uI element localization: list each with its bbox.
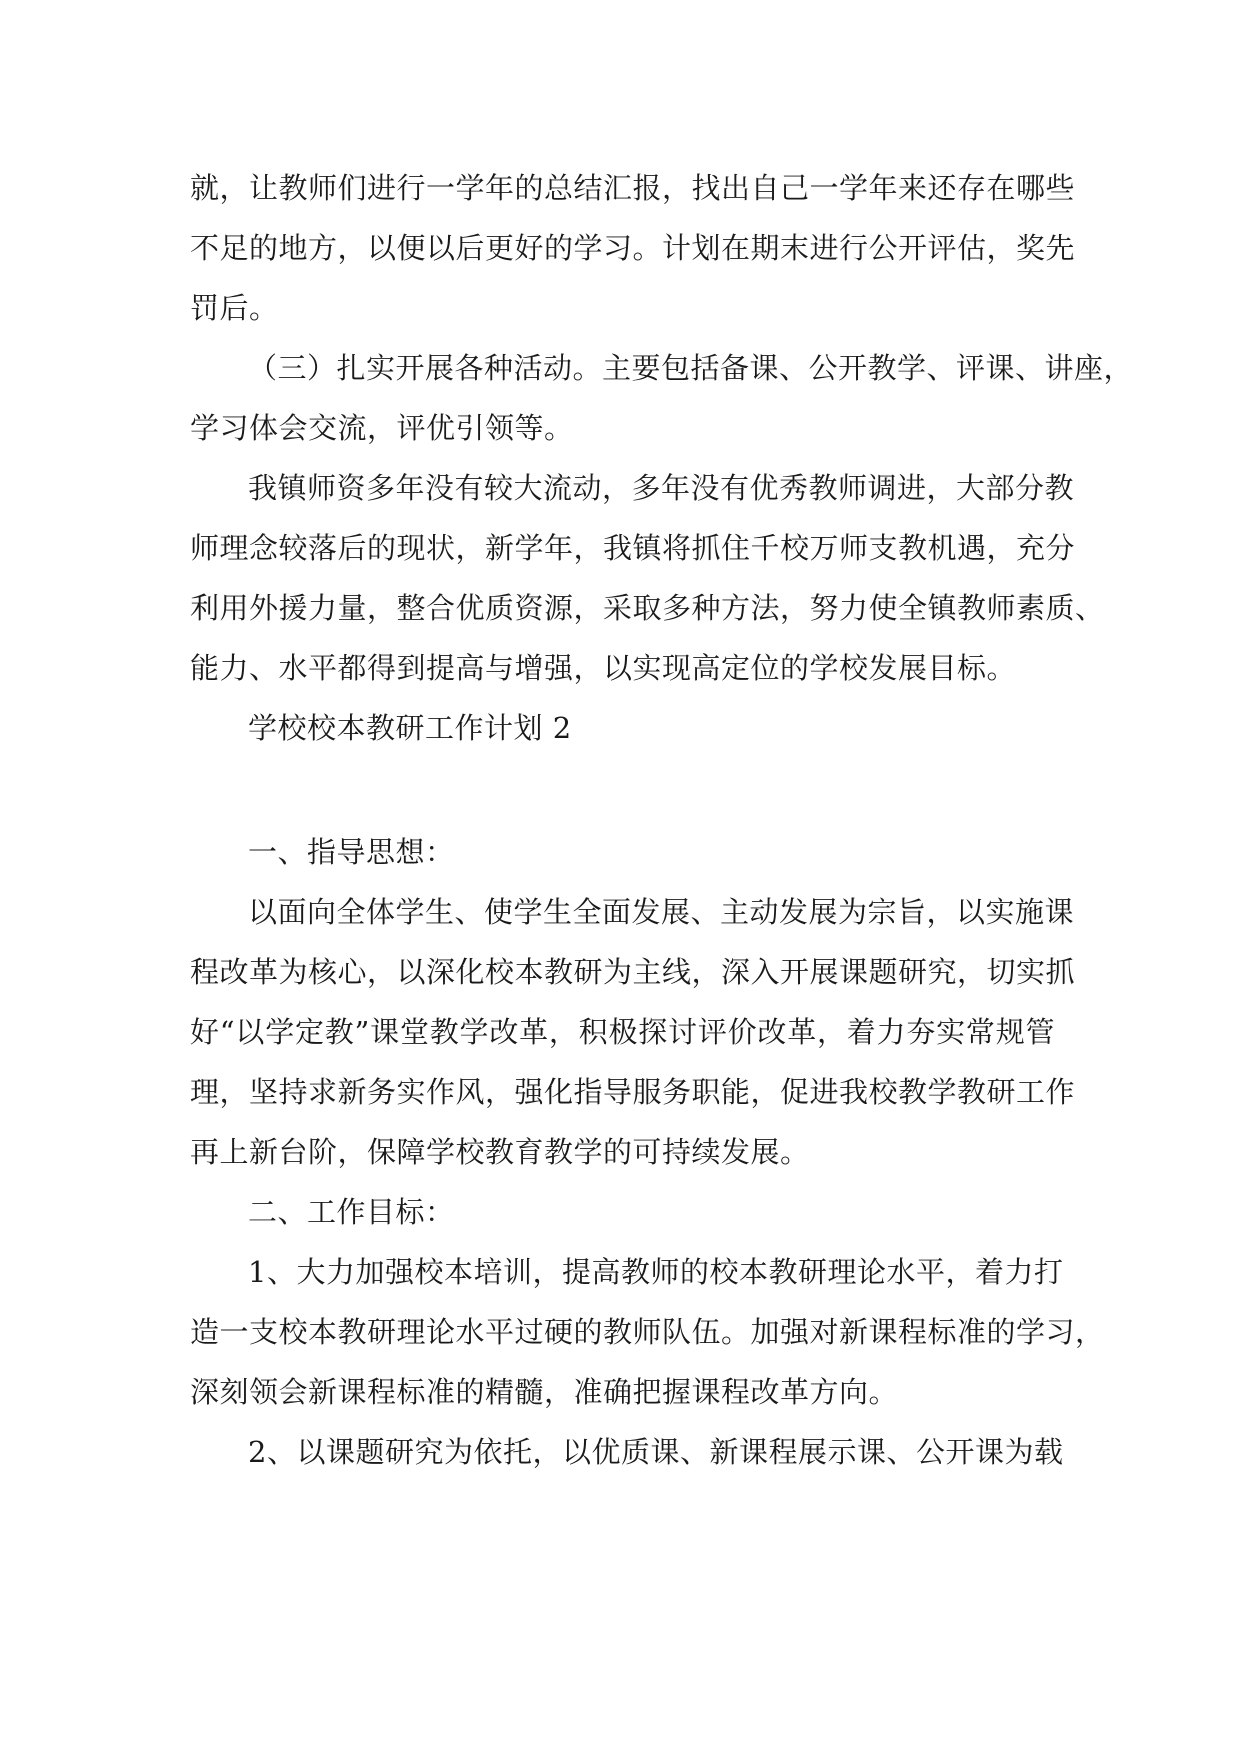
- text-line: 学习体会交流，评优引领等。: [190, 411, 574, 445]
- text-line: 利用外援力量，整合优质资源，采取多种方法，努力使全镇教师素质、: [190, 591, 1105, 625]
- text-line: 二、工作目标：: [248, 1195, 455, 1229]
- paragraph: [190, 338, 1134, 458]
- paragraph: [190, 158, 1076, 338]
- document-body: [190, 158, 1134, 1482]
- paragraph: [190, 458, 1105, 698]
- section-heading: [190, 1182, 1055, 1242]
- text-line: 2、以课题研究为依托，以优质课、新课程展示课、公开课为载: [248, 1435, 1064, 1469]
- text-line: 再上新台阶，保障学校教育教学的可持续发展。: [190, 1135, 810, 1169]
- text-line: 程改革为核心，以深化校本教研为主线，深入开展课题研究，切实抓: [190, 955, 1076, 989]
- text-line: 罚后。: [190, 291, 279, 325]
- text-line: 一、指导思想：: [248, 835, 455, 869]
- text-line: 好“以学定教”课堂教学改革，积极探讨评价改革，着力夯实常规管: [190, 1015, 1055, 1049]
- text-line: 就，让教师们进行一学年的总结汇报，找出自己一学年来还存在哪些: [190, 171, 1076, 205]
- text-line: 造一支校本教研理论水平过硬的教师队伍。加强对新课程标准的学习，: [190, 1315, 1105, 1349]
- section-heading: [190, 698, 1055, 758]
- section-heading: [190, 822, 1055, 882]
- text-line: （三）扎实开展各种活动。主要包括备课、公开教学、评课、讲座，: [248, 351, 1134, 385]
- text-line: 不足的地方，以便以后更好的学习。计划在期末进行公开评估，奖先: [190, 231, 1076, 265]
- text-line: 能力、水平都得到提高与增强，以实现高定位的学校发展目标。: [190, 651, 1017, 685]
- text-line: 学校校本教研工作计划 2: [248, 711, 572, 745]
- text-line: 师理念较落后的现状，新学年，我镇将抓住千校万师支教机遇，充分: [190, 531, 1076, 565]
- text-line: 以面向全体学生、使学生全面发展、主动发展为宗旨，以实施课: [248, 895, 1075, 929]
- blank-spacer: [190, 758, 1055, 822]
- paragraph: [190, 1422, 1064, 1482]
- text-line: 理，坚持求新务实作风，强化指导服务职能，促进我校教学教研工作: [190, 1075, 1076, 1109]
- text-line: 我镇师资多年没有较大流动，多年没有优秀教师调进，大部分教: [248, 471, 1075, 505]
- paragraph: [190, 882, 1076, 1182]
- text-line: 1、大力加强校本培训，提高教师的校本教研理论水平，着力打: [248, 1255, 1064, 1289]
- paragraph: [190, 1242, 1105, 1422]
- text-line: 深刻领会新课程标准的精髓，准确把握课程改革方向。: [190, 1375, 899, 1409]
